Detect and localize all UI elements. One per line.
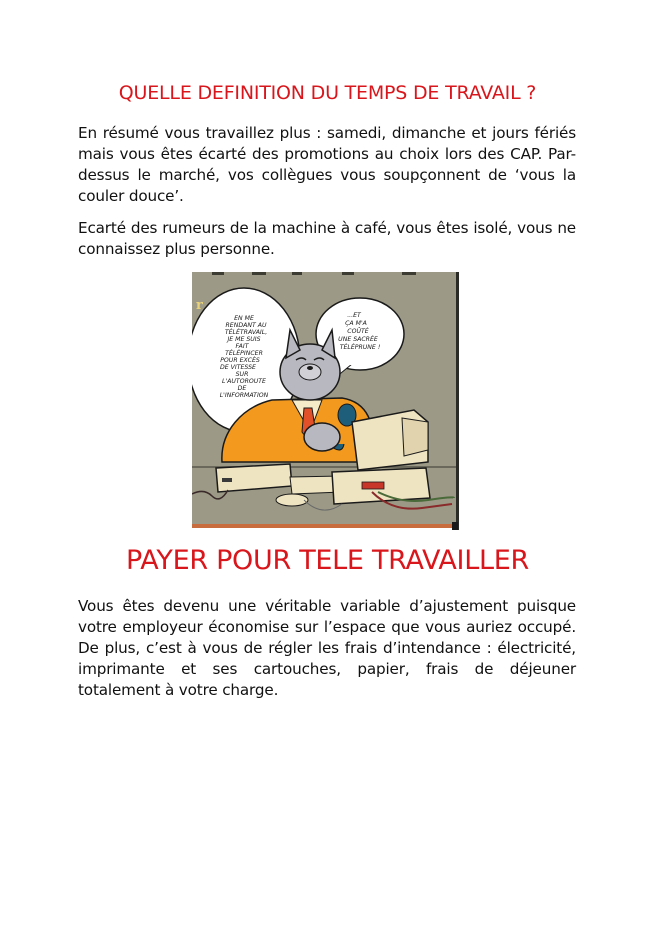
svg-text:...ET: ...ET [347, 312, 361, 319]
svg-text:ÇA M'A: ÇA M'A [345, 320, 367, 327]
section-heading-payer-teletravail: PAYER POUR TELE TRAVAILLER [126, 545, 529, 576]
svg-text:EN ME: EN ME [234, 315, 254, 322]
svg-text:TÉLÉTRAVAIL,: TÉLÉTRAVAIL, [224, 329, 268, 336]
cartoon-illustration [192, 272, 462, 530]
svg-text:POUR EXCÈS: POUR EXCÈS [220, 357, 260, 364]
svg-text:L'INFORMATION: L'INFORMATION [219, 392, 269, 399]
svg-text:UNE SACRÉE: UNE SACRÉE [338, 336, 378, 343]
svg-text:DE: DE [237, 385, 247, 392]
paragraph-frais-intendance: Vous êtes devenu une véritable variable d’ajustement puisque votre employeur économise sur l’espace que vous auriez occupé. De plus, c’est à vous de régler les frais d’intendance : électricité, imprimante et ses cartouches, papier, frais de déjeuner totalement à votre charge. [78, 597, 576, 699]
svg-text:SUR: SUR [235, 371, 249, 378]
svg-text:JE ME SUIS: JE ME SUIS [227, 336, 261, 343]
svg-text:RENDANT AU: RENDANT AU [225, 322, 267, 329]
svg-text:TÉLÉPRUNE !: TÉLÉPRUNE ! [339, 344, 381, 351]
paragraph-isolement: Ecarté des rumeurs de la machine à café, vous êtes isolé, vous ne connaissez plus personne. [78, 219, 576, 258]
svg-text:DE VITESSE: DE VITESSE [220, 364, 256, 371]
section-heading-temps-de-travail: QUELLE DEFINITION DU TEMPS DE TRAVAIL ? [118, 82, 537, 104]
svg-text:COÛTÉ: COÛTÉ [347, 328, 369, 335]
paragraph-travail-plus: En résumé vous travaillez plus : samedi, dimanche et jours fériés mais vous êtes écarté des promotions au choix lors des CAP. Par-dessus le marché, vos collègues vous soupçonnent de ‘vous la couler douce’. [78, 124, 576, 205]
cartoon-cat-telework-image [192, 272, 462, 530]
svg-text:r: r [196, 298, 203, 313]
svg-text:FAIT: FAIT [235, 343, 249, 350]
svg-text:TÉLÉPINCER: TÉLÉPINCER [225, 350, 263, 357]
svg-text:L'AUTOROUTE: L'AUTOROUTE [222, 378, 266, 385]
